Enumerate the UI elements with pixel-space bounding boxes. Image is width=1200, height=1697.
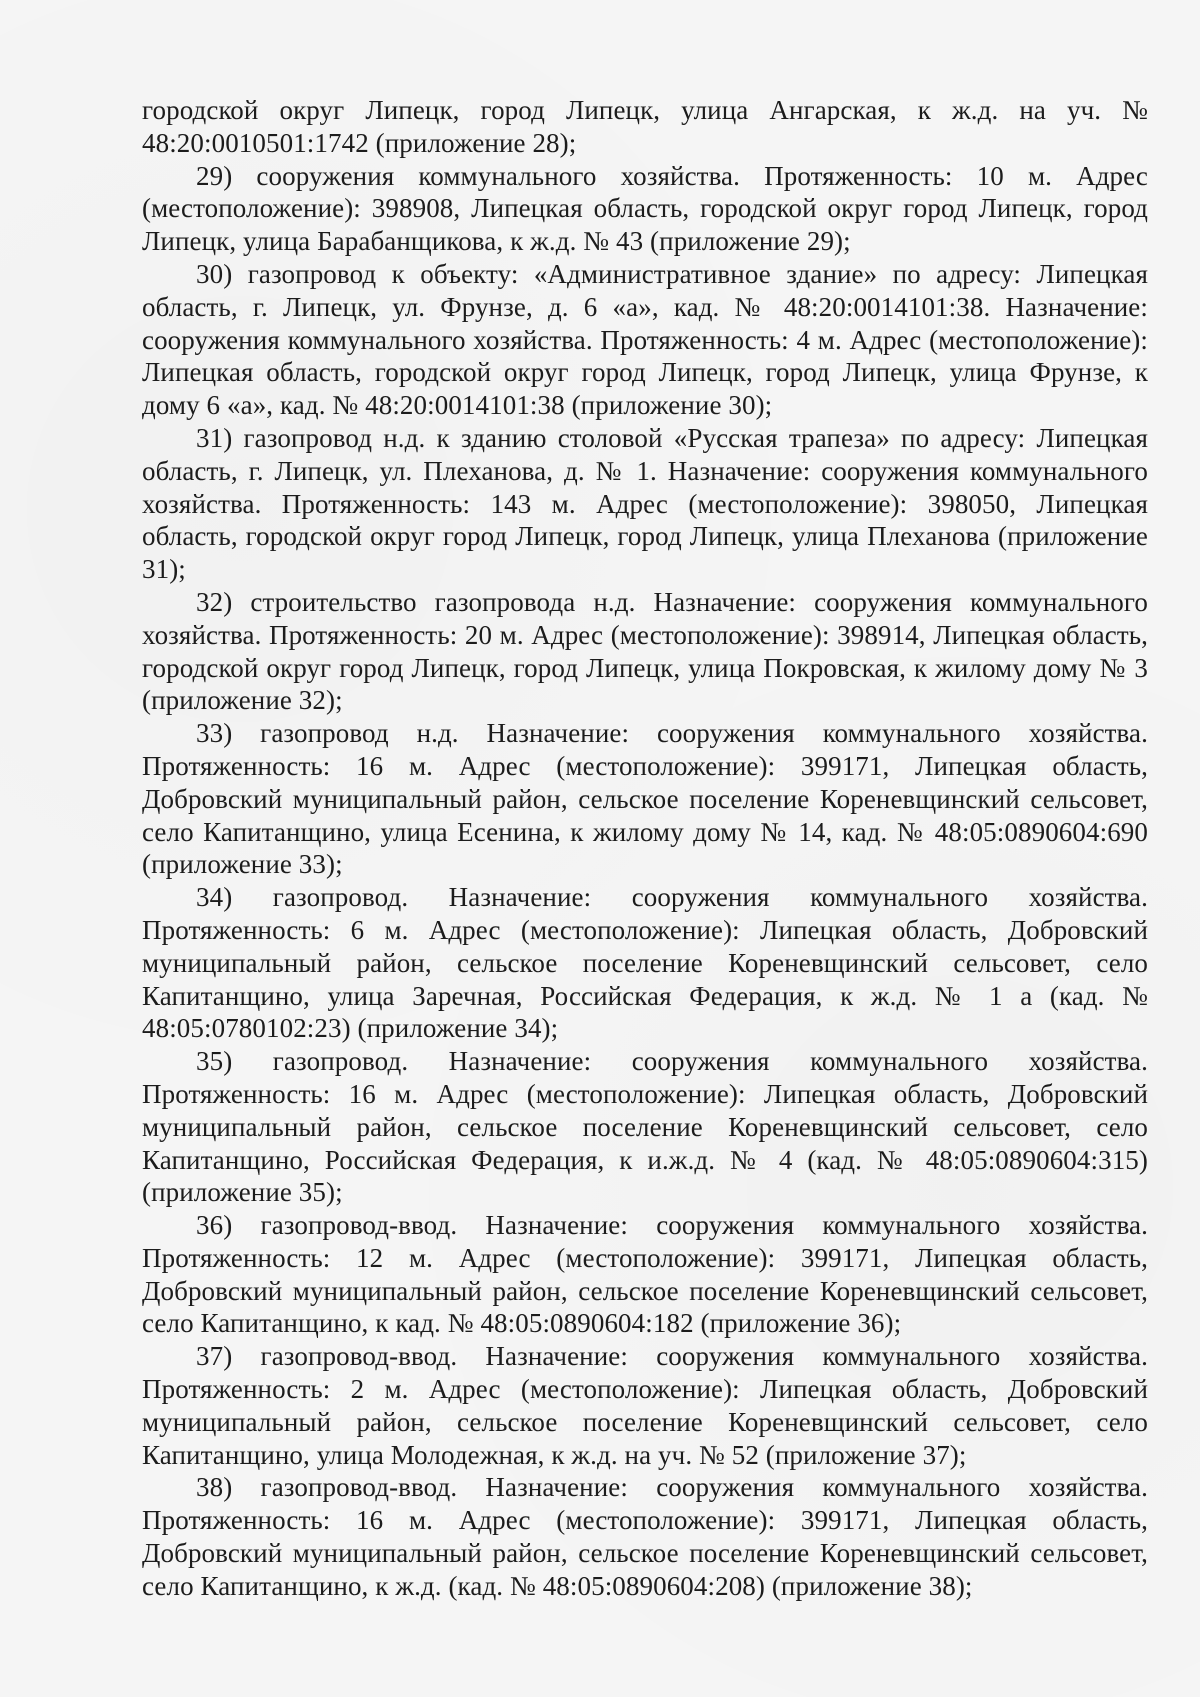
paragraph-item-37: 37) газопровод-ввод. Назначение: сооружения коммунального хозяйства. Протяженность: 2 м. Адрес (местоположение): Липецкая область, Добровский муниципальный район, сельское поселение Кореневщинский сельсовет, село Капитанщино, улица Молодежная, к ж.д. на уч. № 52 (приложение 37); [142,1341,1148,1470]
paragraph-item-38: 38) газопровод-ввод. Назначение: сооружения коммунального хозяйства. Протяженность: 16 м. Адрес (местоположение): 399171, Липецкая область, Добровский муниципальный район, сельское поселение Кореневщинский сельсовет, село Капитанщино, к ж.д. (кад. № 48:05:0890604:208) (приложение 38); [142,1472,1148,1601]
paragraph-item-31: 31) газопровод н.д. к зданию столовой «Русская трапеза» по адресу: Липецкая область, г. Липецк, ул. Плеханова, д. № 1. Назначение: сооружения коммунального хозяйства. Протяженность: 143 м. Адрес (местоположение): 398050, Липецкая область, городской округ город Липецк, город Липецк, улица Плеханова (приложение 31); [142,422,1148,585]
paragraph-item-29: 29) сооружения коммунального хозяйства. Протяженность: 10 м. Адрес (местоположение): 398908, Липецкая область, городской округ город Липецк, город Липецк, улица Барабанщикова, к ж.д. № 43 (приложение 29); [142,160,1148,257]
paragraph-item-36: 36) газопровод-ввод. Назначение: сооружения коммунального хозяйства. Протяженность: 12 м. Адрес (местоположение): 399171, Липецкая область, Добровский муниципальный район, сельское поселение Кореневщинский сельсовет, село Капитанщино, к кад. № 48:05:0890604:182 (приложение 36); [142,1210,1148,1339]
paragraph-item-32: 32) строительство газопровода н.д. Назначение: сооружения коммунального хозяйства. Протяженность: 20 м. Адрес (местоположение): 398914, Липецкая область, городской округ город Липецк, город Липецк, улица Покровская, к жилому дому № 3 (приложение 32); [142,586,1148,716]
paragraph-item-35: 35) газопровод. Назначение: сооружения коммунального хозяйства. Протяженность: 16 м. Адрес (местоположение): Липецкая область, Добровский муниципальный район, сельское поселение Кореневщинский сельсовет, село Капитанщино, Российская Федерация, к и.ж.д. № 4 (кад. № 48:05:0890604:315) (приложение 35); [142,1046,1148,1208]
paragraph-item-30: 30) газопровод к объекту: «Административное здание» по адресу: Липецкая область, г. Липецк, ул. Фрунзе, д. 6 «а», кад. № 48:20:0014101:38. Назначение: сооружения коммунального хозяйства. Протяженность: 4 м. Адрес (местоположение): Липецкая область, городской округ город Липецк, город Липецк, улица Фрунзе, к дому 6 «а», кад. № 48:20:0014101:38 (приложение 30); [142,258,1148,421]
paragraph-item-34: 34) газопровод. Назначение: сооружения коммунального хозяйства. Протяженность: 6 м. Адрес (местоположение): Липецкая область, Добровский муниципальный район, сельское поселение Кореневщинский сельсовет, село Капитанщино, улица Заречная, Российская Федерация, к ж.д. № 1 а (кад. № 48:05:0780102:23) (приложение 34); [142,882,1148,1044]
paragraph-item-33: 33) газопровод н.д. Назначение: сооружения коммунального хозяйства. Протяженность: 16 м. Адрес (местоположение): 399171, Липецкая область, Добровский муниципальный район, сельское поселение Кореневщинский сельсовет, село Капитанщино, улица Есенина, к жилому дому № 14, кад. № 48:05:0890604:690 (приложение 33); [142,718,1148,880]
paragraph-continuation: городской округ Липецк, город Липецк, улица Ангарская, к ж.д. на уч. № 48:20:0010501:1742 (приложение 28); [142,95,1148,158]
document-body [142,94,1148,1603]
